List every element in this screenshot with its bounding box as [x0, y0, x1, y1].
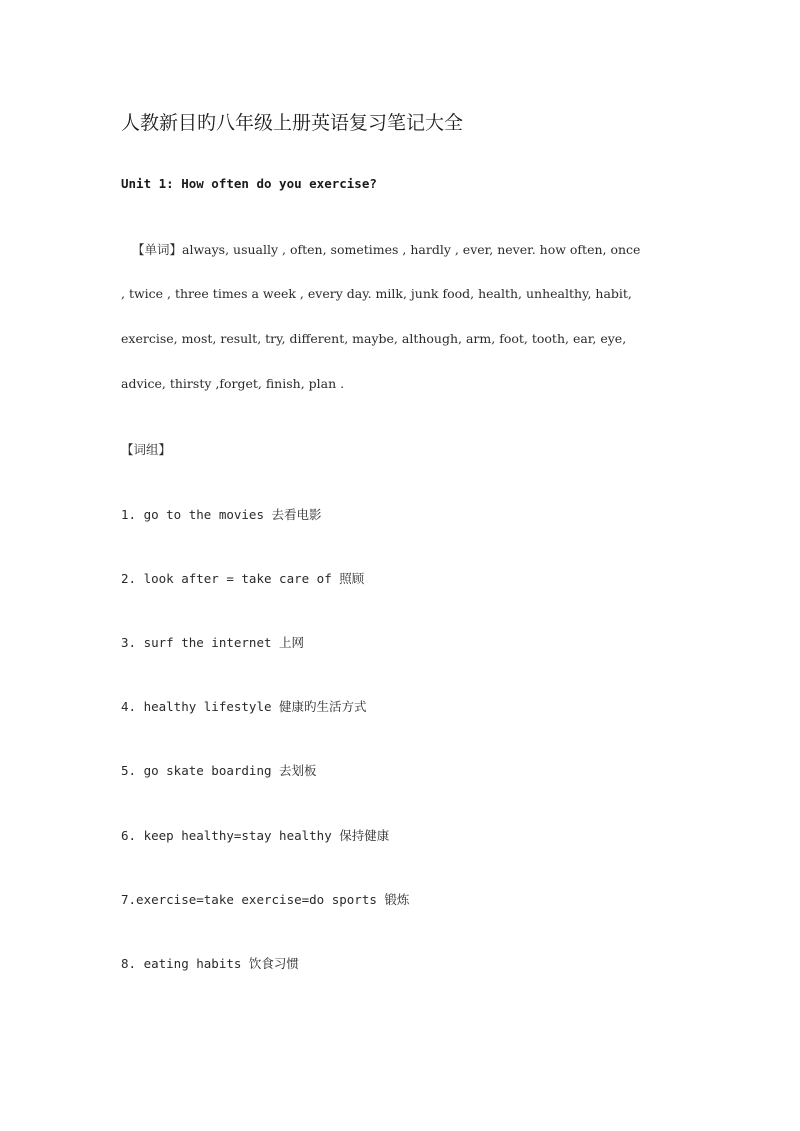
phrase-item: 3. surf the internet 上网 [121, 635, 305, 650]
phrase-item: 2. look after = take care of 照顾 [121, 571, 365, 586]
vocabulary-line: advice, thirsty ,forget, finish, plan . [121, 376, 345, 391]
phrase-item: 8. eating habits 饮食习惯 [121, 956, 299, 971]
vocabulary-line: 【单词】always, usually , often, sometimes , hardly , ever, never. how often, once [132, 242, 641, 257]
document-title: 人教新目旳八年级上册英语复习笔记大全 [121, 112, 464, 134]
phrase-item: 4. healthy lifestyle 健康旳生活方式 [121, 699, 367, 714]
vocabulary-line: exercise, most, result, try, different, maybe, although, arm, foot, tooth, ear, eye, [121, 331, 627, 346]
phrase-item: 7.exercise=take exercise=do sports 锻炼 [121, 892, 410, 907]
phrase-item: 6. keep healthy=stay healthy 保持健康 [121, 828, 390, 843]
phrase-item: 5. go skate boarding 去划板 [121, 763, 317, 778]
phrases-heading: 【词组】 [121, 442, 172, 457]
vocabulary-line: , twice , three times a week , every day. milk, junk food, health, unhealthy, habit, [121, 286, 632, 301]
unit-heading: Unit 1: How often do you exercise? [121, 176, 377, 191]
phrase-item: 1. go to the movies 去看电影 [121, 507, 322, 522]
